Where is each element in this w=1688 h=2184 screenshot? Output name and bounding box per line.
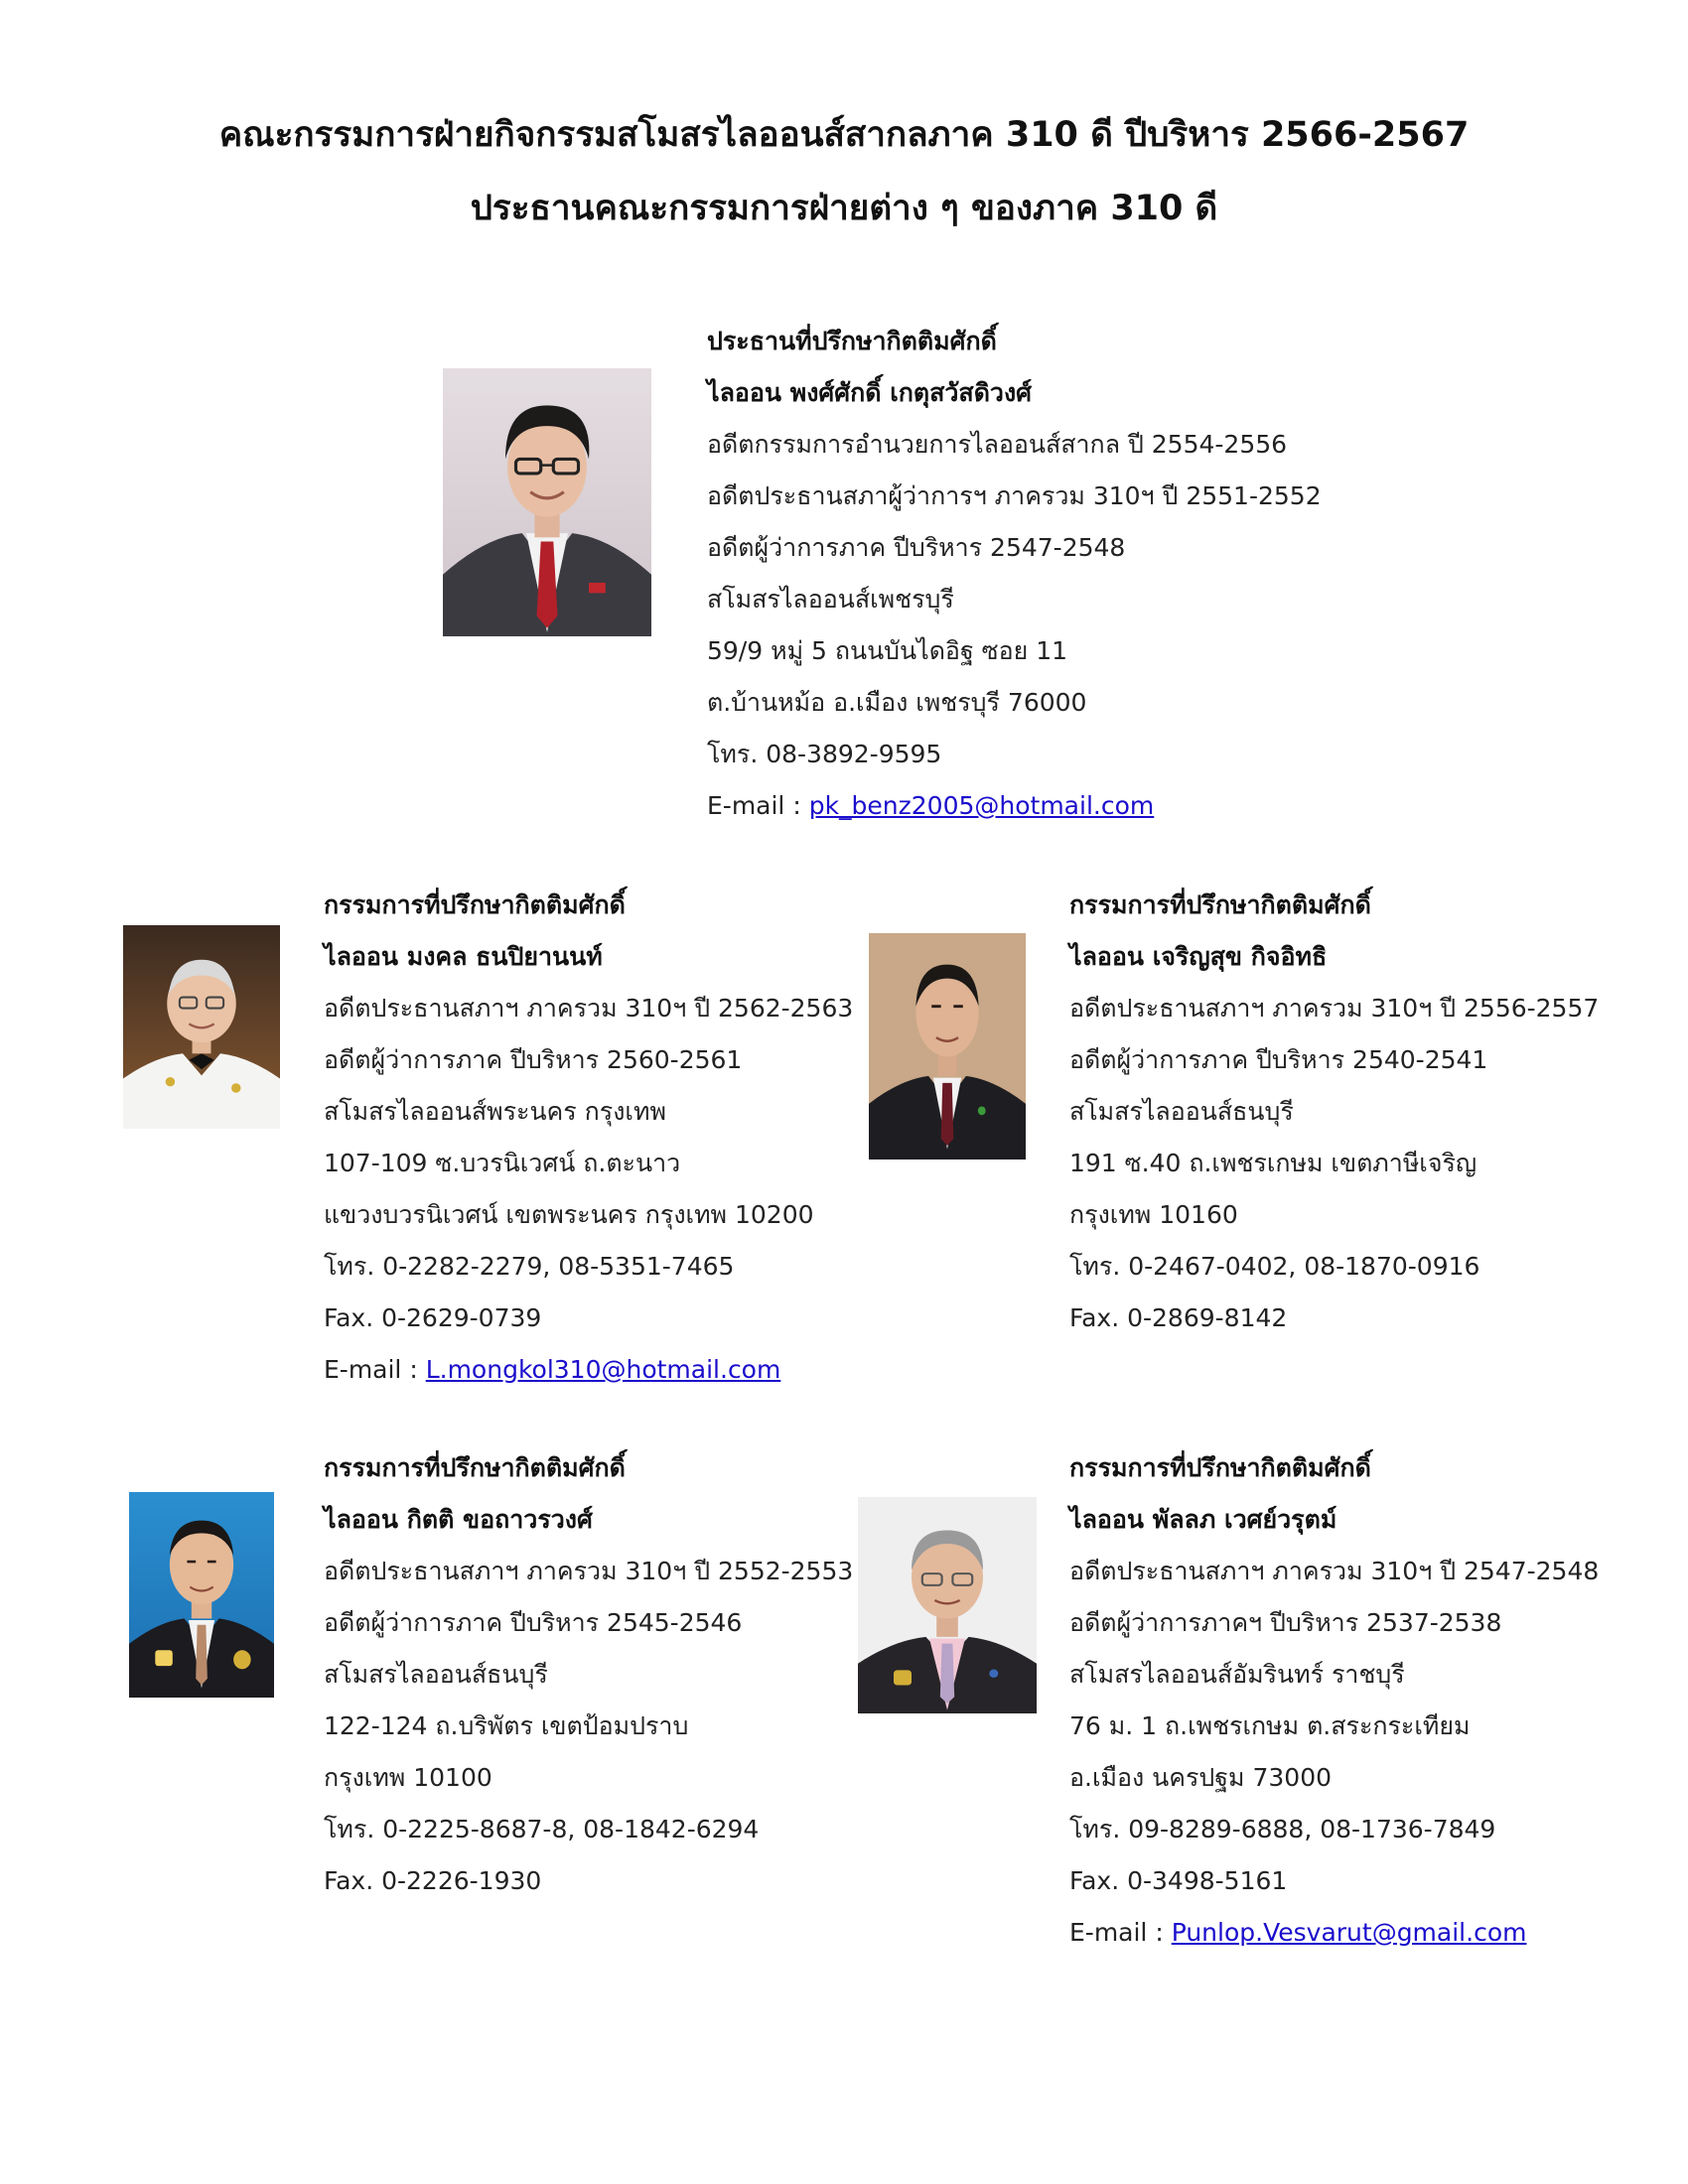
member-name: ไลออน กิตติ ขอถาวรวงศ์ <box>324 1505 593 1534</box>
member-card-punlop <box>1069 1442 1599 1959</box>
member-role: ประธานที่ปรึกษากิตติมศักดิ์ <box>707 327 997 355</box>
member-club: สโมสรไลออนส์ธนบุรี <box>1069 1097 1294 1126</box>
member-address: 191 ซ.40 ถ.เพชรเกษม เขตภาษีเจริญ <box>1069 1149 1477 1177</box>
member-club: สโมสรไลออนส์พระนคร กรุงเทพ <box>324 1097 666 1126</box>
member-email-row <box>1069 1907 1599 1959</box>
member-card-kitti <box>324 1442 853 1907</box>
member-detail: อดีตผู้ว่าการภาคฯ ปีบริหาร 2537-2538 <box>1069 1608 1502 1637</box>
member-club: สโมสรไลออนส์อัมรินทร์ ราชบุรี <box>1069 1660 1405 1689</box>
member-phone: โทร. 0-2225-8687-8, 08-1842-6294 <box>324 1815 760 1843</box>
member-fax: Fax. 0-3498-5161 <box>1069 1866 1288 1895</box>
member-name: ไลออน พัลลภ เวศย์วรุตม์ <box>1069 1505 1337 1534</box>
member-role: กรรมการที่ปรึกษากิตติมศักดิ์ <box>324 1453 626 1482</box>
portrait-photo-mongkol <box>123 925 280 1129</box>
member-phone: โทร. 09-8289-6888, 08-1736-7849 <box>1069 1815 1496 1843</box>
portrait-photo-punlop <box>858 1497 1037 1713</box>
member-name: ไลออน มงคล ธนปิยานนท์ <box>324 942 603 971</box>
page-subtitle: ประธานคณะกรรมการฝ่ายต่าง ๆ ของภาค 310 ดี <box>470 189 1218 228</box>
page-title: คณะกรรมการฝ่ายกิจกรรมสโมสรไลออนส์สากลภาค 310 ดี ปีบริหาร 2566-2567 <box>218 115 1470 155</box>
portrait-photo-pongsak <box>443 368 651 636</box>
member-fax: Fax. 0-2869-8142 <box>1069 1303 1288 1332</box>
member-fax: Fax. 0-2226-1930 <box>324 1866 542 1895</box>
email-link[interactable]: L.mongkol310@hotmail.com <box>425 1355 781 1384</box>
member-phone: โทร. 0-2282-2279, 08-5351-7465 <box>324 1252 735 1281</box>
member-role: กรรมการที่ปรึกษากิตติมศักดิ์ <box>324 890 626 919</box>
member-address: แขวงบวรนิเวศน์ เขตพระนคร กรุงเทพ 10200 <box>324 1200 814 1229</box>
member-address: 107-109 ซ.บวรนิเวศน์ ถ.ตะนาว <box>324 1149 681 1177</box>
email-label: E-mail : <box>707 791 809 820</box>
email-label: E-mail : <box>1069 1918 1172 1947</box>
member-detail: อดีตผู้ว่าการภาค ปีบริหาร 2560-2561 <box>324 1045 743 1074</box>
member-phone: โทร. 0-2467-0402, 08-1870-0916 <box>1069 1252 1480 1281</box>
email-link[interactable]: pk_benz2005@hotmail.com <box>808 791 1155 820</box>
member-card-mongkol <box>324 880 853 1396</box>
member-name: ไลออน เจริญสุข กิจอิทธิ <box>1069 942 1328 971</box>
member-detail: อดีตผู้ว่าการภาค ปีบริหาร 2540-2541 <box>1069 1045 1488 1074</box>
member-address: 76 ม. 1 ถ.เพชรเกษม ต.สระกระเทียม <box>1069 1711 1471 1740</box>
member-detail: อดีตประธานสภาผู้ว่าการฯ ภาครวม 310ฯ ปี 2551-2552 <box>707 481 1322 510</box>
member-fax: Fax. 0-2629-0739 <box>324 1303 542 1332</box>
member-address: กรุงเทพ 10160 <box>1069 1200 1238 1229</box>
member-club: สโมสรไลออนส์ธนบุรี <box>324 1660 548 1689</box>
email-link[interactable]: Punlop.Vesvarut@gmail.com <box>1171 1918 1527 1947</box>
member-email-row <box>324 1344 853 1396</box>
member-detail: อดีตกรรมการอำนวยการไลออนส์สากล ปี 2554-2556 <box>707 430 1288 459</box>
member-card-charoensuk <box>1069 880 1599 1344</box>
member-name: ไลออน พงศ์ศักดิ์ เกตุสวัสดิวงศ์ <box>707 378 1033 407</box>
member-role: กรรมการที่ปรึกษากิตติมศักดิ์ <box>1069 1453 1371 1482</box>
member-address: 59/9 หมู่ 5 ถนนบันไดอิฐ ซอย 11 <box>707 636 1068 665</box>
member-address: 122-124 ถ.บริพัตร เขตป้อมปราบ <box>324 1711 689 1740</box>
member-detail: อดีตผู้ว่าการภาค ปีบริหาร 2547-2548 <box>707 533 1126 562</box>
portrait-photo-kitti <box>129 1492 274 1698</box>
portrait-photo-charoensuk <box>869 933 1026 1160</box>
member-detail: อดีตประธานสภาฯ ภาครวม 310ฯ ปี 2552-2553 <box>324 1557 854 1585</box>
member-card-pongsak <box>707 316 1322 832</box>
member-address: ต.บ้านหม้อ อ.เมือง เพชรบุรี 76000 <box>707 688 1087 717</box>
member-club: สโมสรไลออนส์เพชรบุรี <box>707 585 954 614</box>
member-detail: อดีตประธานสภาฯ ภาครวม 310ฯ ปี 2562-2563 <box>324 994 854 1023</box>
member-detail: อดีตผู้ว่าการภาค ปีบริหาร 2545-2546 <box>324 1608 743 1637</box>
member-phone: โทร. 08-3892-9595 <box>707 740 942 768</box>
member-email-row <box>707 780 1322 832</box>
member-address: กรุงเทพ 10100 <box>324 1763 492 1792</box>
email-label: E-mail : <box>324 1355 426 1384</box>
member-address: อ.เมือง นครปฐม 73000 <box>1069 1763 1333 1792</box>
member-detail: อดีตประธานสภาฯ ภาครวม 310ฯ ปี 2556-2557 <box>1069 994 1600 1023</box>
member-role: กรรมการที่ปรึกษากิตติมศักดิ์ <box>1069 890 1371 919</box>
member-detail: อดีตประธานสภาฯ ภาครวม 310ฯ ปี 2547-2548 <box>1069 1557 1600 1585</box>
